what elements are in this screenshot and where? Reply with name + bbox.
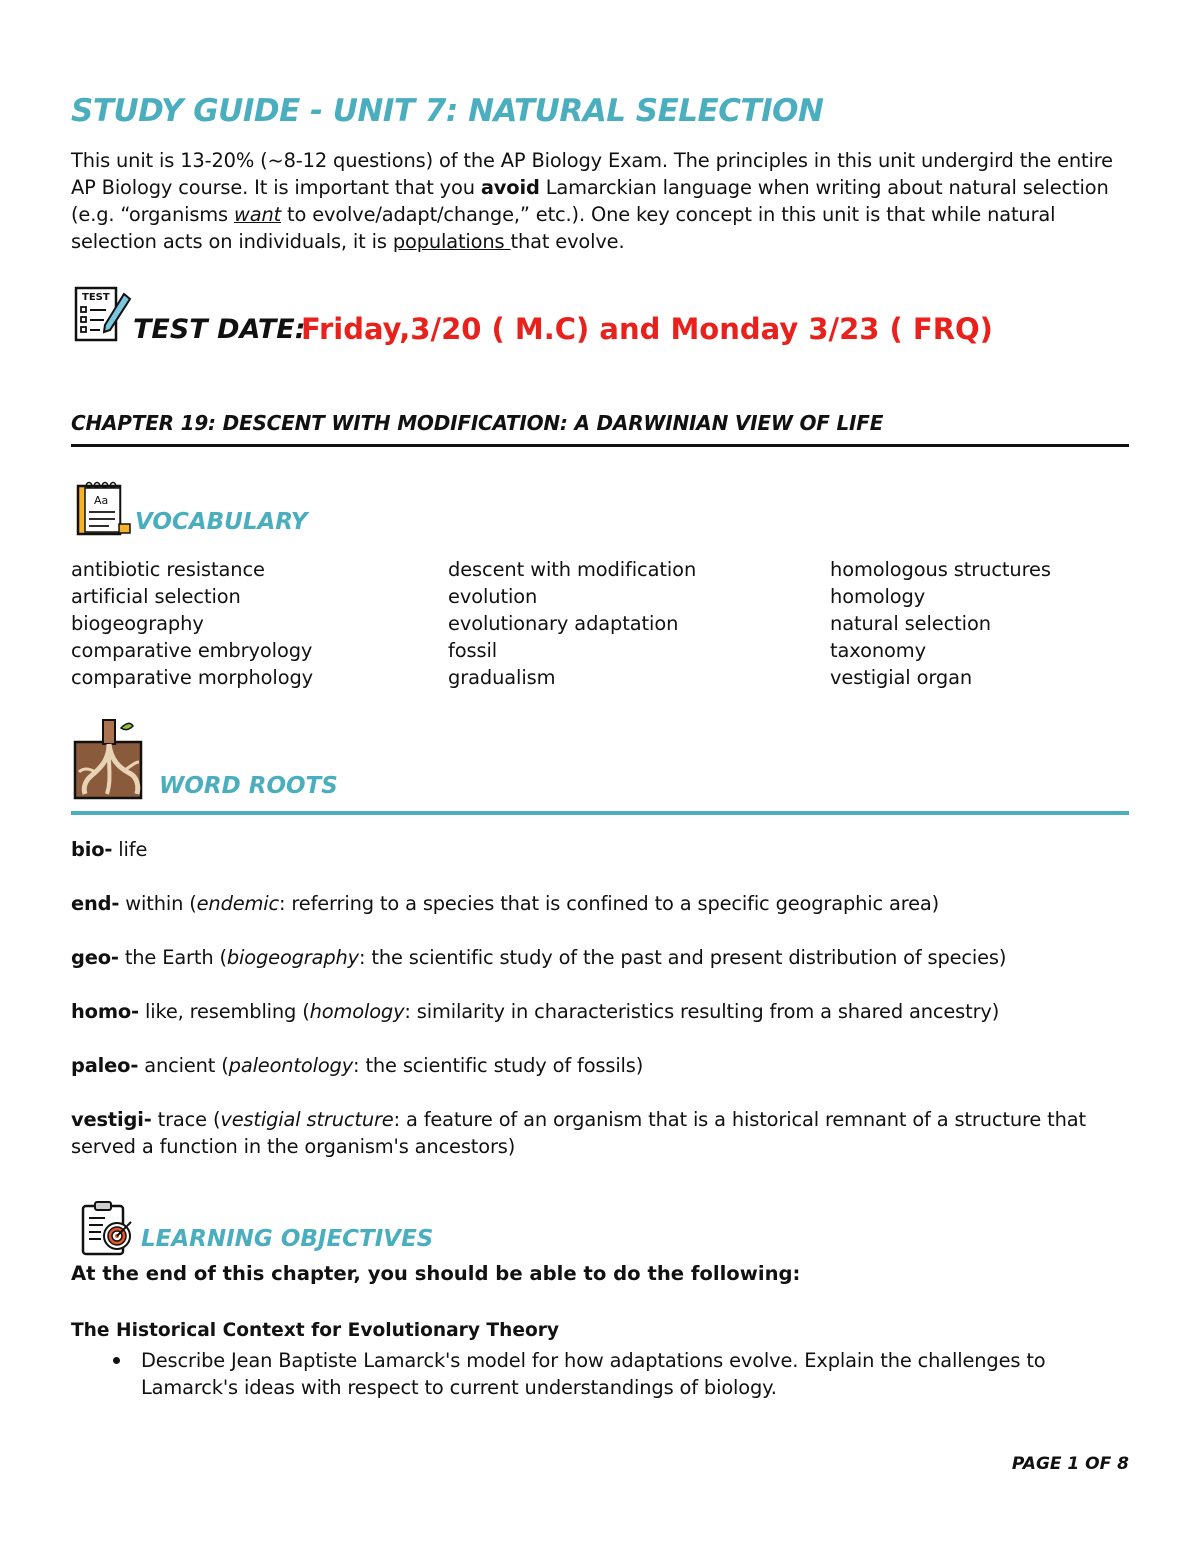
word-root-example: paleontology <box>228 1054 354 1077</box>
bullet-icon <box>113 1357 120 1364</box>
intro-text-1: This unit is 13-20% (~8-12 questions) of the AP Biology Exam. The principles in this unit undergird the entire AP Biology course. It is important that you <box>71 149 1113 199</box>
word-root-meaning: within ( <box>119 892 197 915</box>
vocab-term: biogeography <box>71 612 204 635</box>
word-root-meaning: life <box>112 838 148 861</box>
word-roots-heading: WORD ROOTS <box>159 773 338 799</box>
vocabulary-column-2 <box>448 556 696 691</box>
test-icon-label: TEST <box>82 292 110 303</box>
vocab-term: antibiotic resistance <box>71 558 265 581</box>
word-root-item <box>71 836 1131 863</box>
word-root-meaning: the Earth ( <box>118 946 227 969</box>
vocab-term: fossil <box>448 639 498 662</box>
vocab-term: taxonomy <box>830 639 926 662</box>
learning-objectives-subheading: The Historical Context for Evolutionary Theory <box>71 1320 560 1341</box>
word-root-definition: : referring to a species that is confined to a specific geographic area <box>279 892 932 915</box>
word-root-definition: : the scientific study of the past and present distribution of species <box>359 946 999 969</box>
vocab-term: natural selection <box>830 612 991 635</box>
intro-underlined-word: populations <box>392 230 511 253</box>
tree-roots-icon <box>73 716 157 800</box>
vocab-term: artificial selection <box>71 585 241 608</box>
word-roots-list <box>71 836 1131 1187</box>
vocab-term: gradualism <box>448 666 556 689</box>
word-root-meaning: ancient ( <box>138 1054 229 1077</box>
vocab-term: homology <box>830 585 926 608</box>
list-item <box>71 1347 1131 1401</box>
word-root-item <box>71 1052 1131 1079</box>
vocabulary-column-1 <box>71 556 313 691</box>
test-date-value: Friday,3/20 ( M.C) and Monday 3/23 ( FRQ) <box>301 312 993 346</box>
word-root-term: vestigi- <box>71 1108 152 1131</box>
learning-objectives-heading: LEARNING OBJECTIVES <box>141 1226 434 1252</box>
intro-emphasis-word: want <box>234 203 282 226</box>
word-root-term: geo- <box>71 946 119 969</box>
word-root-item <box>71 890 1131 917</box>
word-root-term: homo- <box>71 1000 139 1023</box>
intro-text-3: to evolve/adapt/change,” etc.). One key concept in this unit is that while natural selection acts on individuals, it is <box>71 203 1056 253</box>
intro-bold-word: avoid <box>480 176 540 199</box>
word-root-meaning: like, resembling ( <box>138 1000 310 1023</box>
vocab-term: vestigial organ <box>830 666 973 689</box>
word-root-example: endemic <box>196 892 280 915</box>
notebook-icon <box>75 480 131 536</box>
objective-text: Describe Jean Baptiste Lamarck's model for how adaptations evolve. Explain the challenges to Lamarck's ideas with respect to current understandings of biology. <box>141 1349 1046 1399</box>
intro-paragraph <box>71 147 1131 255</box>
page-number: PAGE 1 OF 8 <box>1011 1454 1129 1474</box>
vocab-term: descent with modification <box>448 558 697 581</box>
vocab-term: comparative morphology <box>71 666 314 689</box>
notebook-icon-label: Aa <box>94 494 109 507</box>
page-title: STUDY GUIDE - UNIT 7: NATURAL SELECTION <box>71 93 824 129</box>
test-date-label: TEST DATE: <box>133 314 306 345</box>
word-root-term: bio- <box>71 838 113 861</box>
vocab-term: evolution <box>448 585 538 608</box>
test-checklist-icon <box>74 284 132 344</box>
word-root-meaning: trace ( <box>151 1108 221 1131</box>
vocabulary-column-3 <box>830 556 1051 691</box>
vocab-term: comparative embryology <box>71 639 313 662</box>
chapter-heading: CHAPTER 19: DESCENT WITH MODIFICATION: A DARWINIAN VIEW OF LIFE <box>71 411 1129 447</box>
word-root-definition: : the scientific study of fossils <box>353 1054 636 1077</box>
word-root-close: ) <box>635 1054 644 1077</box>
word-root-definition: : a feature of an organism that is a historical remnant of a structure that served a function in the organism's ancestors <box>71 1108 1086 1158</box>
word-root-example: vestigial structure <box>220 1108 394 1131</box>
word-root-definition: : similarity in characteristics resulting from a shared ancestry <box>404 1000 992 1023</box>
test-date-row <box>71 282 1131 352</box>
word-root-item <box>71 944 1131 971</box>
learning-objectives-list <box>71 1347 1131 1401</box>
word-root-example: biogeography <box>226 946 359 969</box>
vocabulary-heading: VOCABULARY <box>135 509 308 535</box>
vocab-term: evolutionary adaptation <box>448 612 679 635</box>
word-root-close: ) <box>931 892 940 915</box>
clipboard-target-icon <box>79 1200 135 1256</box>
vocab-term: homologous structures <box>830 558 1051 581</box>
intro-text-4: that evolve. <box>510 230 625 253</box>
word-root-item <box>71 1106 1131 1160</box>
intro-text-2: Lamarckian language when writing about natural selection (e.g. “organisms <box>71 176 1109 226</box>
word-root-close: ) <box>507 1135 516 1158</box>
word-root-term: paleo- <box>71 1054 139 1077</box>
word-root-example: homology <box>309 1000 405 1023</box>
word-root-term: end- <box>71 892 120 915</box>
learning-objectives-lead: At the end of this chapter, you should be able to do the following: <box>71 1262 801 1285</box>
word-root-close: ) <box>991 1000 1000 1023</box>
word-root-item <box>71 998 1131 1025</box>
word-root-close: ) <box>998 946 1007 969</box>
word-roots-divider <box>71 811 1129 815</box>
